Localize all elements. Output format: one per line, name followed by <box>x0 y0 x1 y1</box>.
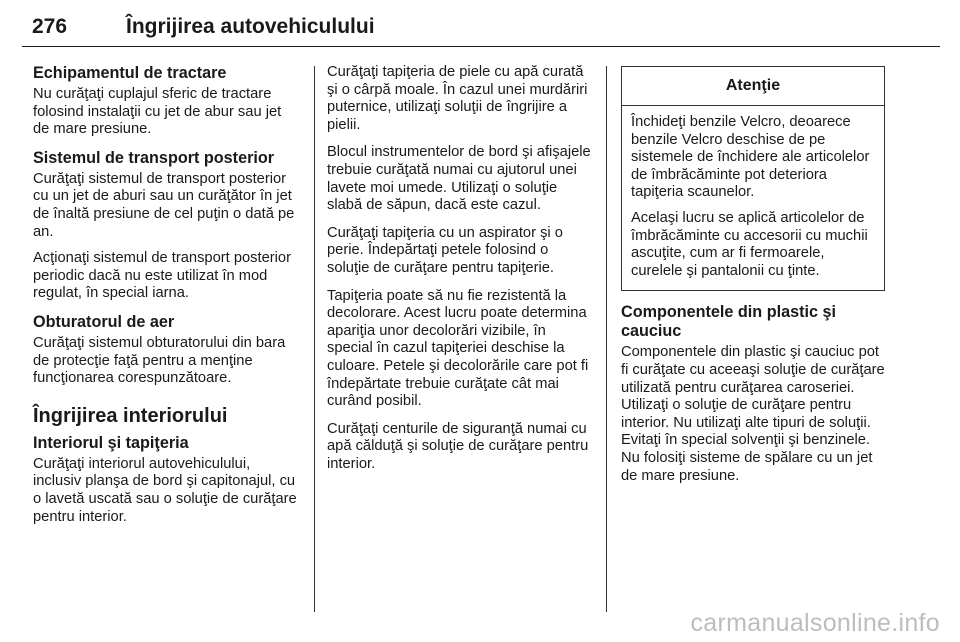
caution-body <box>622 106 884 290</box>
column-1 <box>33 64 301 535</box>
paragraph: Curăţaţi tapiţeria cu un aspirator şi o perie. Îndepărtaţi petele folosind o soluţie de curăţare pentru tapiţerie. <box>327 224 563 276</box>
caution-box <box>621 66 885 291</box>
paragraph: Blocul instrumentelor de bord şi afişajele trebuie curăţată numai cu ajutorul unei lavete moi umede. Utilizaţi o soluţie slabă de săpun, dacă este cazul. <box>327 144 591 214</box>
section-title-air-shutter: Obturatorul de aer <box>33 312 175 331</box>
column-2 <box>327 64 593 483</box>
section-title-rear-carrier: Sistemul de transport posterior <box>33 148 275 167</box>
page-title: Îngrijirea autovehiculului <box>126 15 375 38</box>
chapter-title-interior-care: Îngrijirea interiorului <box>33 404 228 427</box>
watermark: carmanualsonline.info <box>690 609 940 637</box>
page-header <box>22 6 940 47</box>
paragraph: Curăţaţi sistemul de transport posterior cu un jet de aburi sau un curăţător în jet de înaltă presiune de cel puţin o dată pe an. <box>33 170 295 240</box>
caution-paragraph: Acelaşi lucru se aplică articolelor de îmbrăcăminte cu accesorii cu muchii ascuţite, cum ar fi fermoarele, curelele şi pantalonii cu ţinte. <box>631 209 868 279</box>
section-title-plastic-rubber: Componentele din plastic şi cauciuc <box>621 303 836 341</box>
paragraph: Nu curăţaţi cuplajul sferic de tractare folosind instalaţii cu jet de abur sau jet de mare presiune. <box>33 86 282 138</box>
paragraph: Curăţaţi tapiţeria de piele cu apă curată şi o cârpă moale. În cazul unei murdăriri puternice, utilizaţi soluţii de îngrijire a pielii. <box>327 64 588 133</box>
paragraph: Acţionaţi sistemul de transport posterior periodic dacă nu este utilizat în mod regulat, în special iarna. <box>33 250 291 302</box>
paragraph: Tapiţeria poate să nu fie rezistentă la decolorare. Acest lucru poate determina apariţia unor decolorări vizibile, în special în cazul tapiţeriei deschise la culoare. Petele şi decolorările care pot fi îndepărtate trebuie curăţate cât mai curând posibil. <box>327 287 589 410</box>
paragraph: Curăţaţi sistemul obturatorului din bara de protecţie faţă pentru a menţine funcţionarea corespunzătoare. <box>33 334 286 387</box>
caution-paragraph: Închideţi benzile Velcro, deoarece benzile Velcro deschise de pe sistemele de închidere ale articolelor de îmbrăcăminte pot deteriora tapiţeria scaunelor. <box>631 114 870 201</box>
page-number: 276 <box>32 15 68 38</box>
column-divider-1 <box>314 66 315 612</box>
paragraph: Curăţaţi centurile de siguranţă numai cu apă călduţă şi soluţie de curăţare pentru interior. <box>327 420 589 472</box>
paragraph: Curăţaţi interiorul autovehiculului, inclusiv planşa de bord şi capitonajul, cu o lavetă uscată sau o soluţie de curăţare pentru interior. <box>33 455 297 525</box>
column-3 <box>621 66 887 495</box>
section-title-towing: Echipamentul de tractare <box>33 64 227 82</box>
column-divider-2 <box>606 66 607 612</box>
section-title-interior-upholstery: Interiorul şi tapiţeria <box>33 433 189 452</box>
paragraph: Componentele din plastic şi cauciuc pot fi curăţate cu aceeaşi soluţie de curăţare utilizată pentru curăţarea caroseriei. Utilizaţi o soluţie de curăţare pentru interior. Nu utilizaţi alte tipuri de soluţii. Evitaţi în special solvenţii şi benzinele. Nu folosiţi sisteme de spălare cu un jet de mare presiune. <box>621 344 885 484</box>
caution-title: Atenţie <box>622 67 884 106</box>
